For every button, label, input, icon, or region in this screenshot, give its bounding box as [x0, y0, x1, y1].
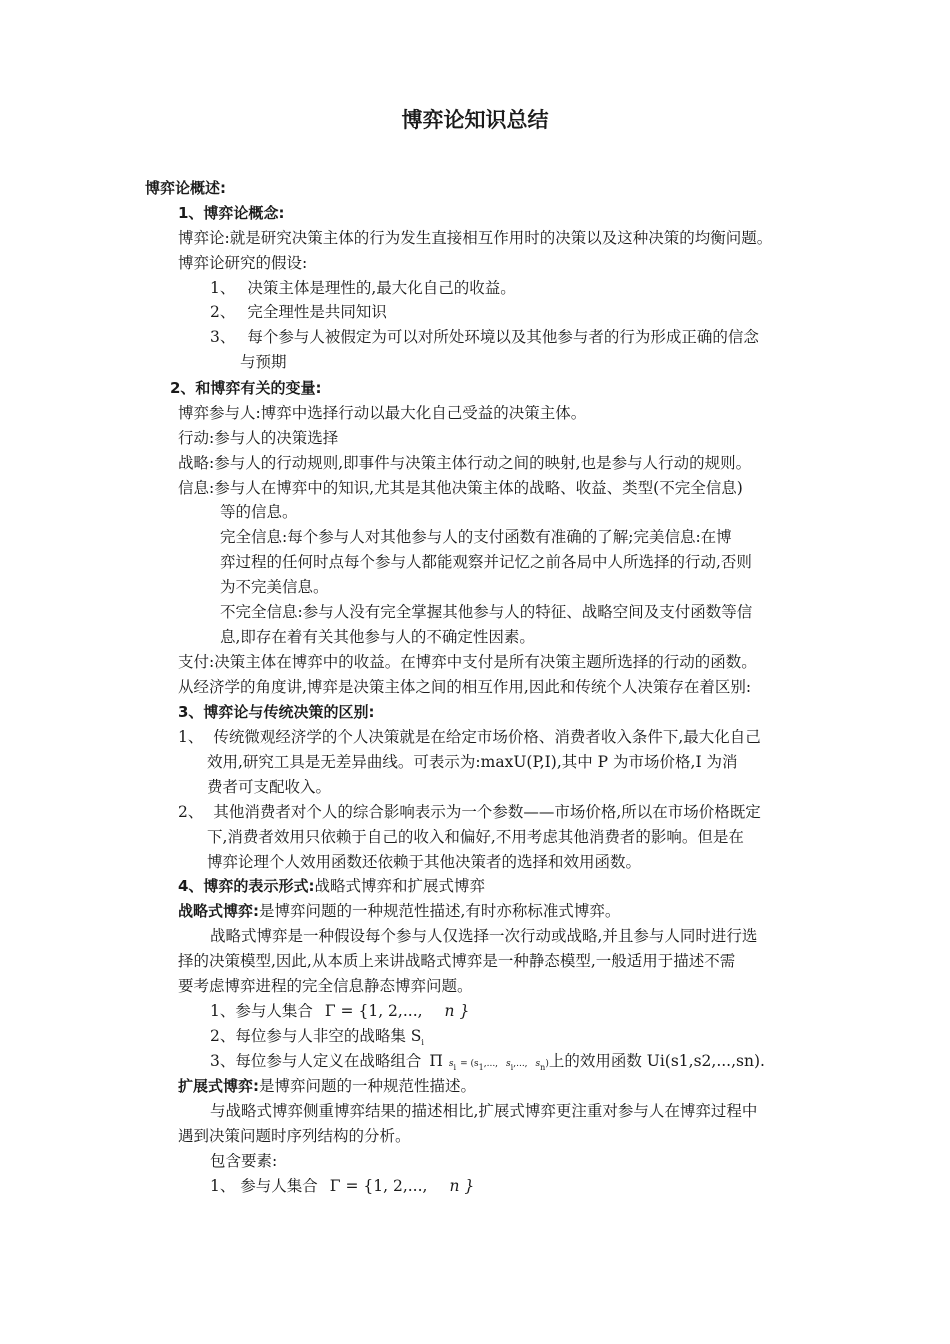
extensive-label: 扩展式博弈: [178, 1077, 259, 1095]
element-label: 2、每位参与人非空的战略集 S [210, 1027, 422, 1045]
strategic-desc: 是博弈问题的一种规范性描述,有时亦称标准式博弈。 [259, 902, 621, 920]
player-set-math: Γ = {1, 2,..., [329, 1177, 428, 1195]
text-line: 效用,研究工具是无差异曲线。可表示为:maxU(P,I),其中 P 为市场价格,I 为消 [207, 753, 738, 771]
element-label: 1、参与人集合 [210, 1002, 313, 1020]
list-item [178, 800, 761, 824]
subscript: n [540, 1063, 546, 1072]
extensive-definition [178, 1074, 476, 1098]
item-number: 2、 [178, 803, 204, 821]
section3-heading: 3、博弈论与传统决策的区别: [178, 703, 375, 721]
profile-math: = (s [460, 1059, 479, 1069]
item-number: 1、 [210, 279, 236, 297]
element-label: 3、每位参与人定义在战略组合 [210, 1052, 422, 1070]
text-line: 支付:决策主体在博弈中的收益。在博弈中支付是所有决策主题所选择的行动的函数。 [178, 653, 757, 671]
assumption-item [210, 276, 516, 300]
item-text: 决策主体是理性的,最大化自己的收益。 [247, 279, 516, 297]
section4-heading [178, 874, 485, 898]
list-item [178, 725, 761, 749]
strategic-label: 战略式博弈: [178, 902, 259, 920]
text-line: 行动:参与人的决策选择 [178, 429, 339, 447]
text-line: 博弈论理个人效用函数还依赖于其他决策者的选择和效用函数。 [207, 853, 642, 871]
item-text: 每个参与人被假定为可以对所处环境以及其他参与者的行为形成正确的信念 [247, 328, 759, 346]
strategic-definition [178, 899, 620, 923]
element-label: 1、 参与人集合 [210, 1177, 318, 1195]
text-line: 遇到决策问题时序列结构的分析。 [178, 1127, 411, 1145]
text-line: 战略:参与人的行动规则,即事件与决策主体行动之间的映射,也是参与人行动的规则。 [178, 454, 752, 472]
text-line: 不完全信息:参与人没有完全掌握其他参与人的特征、战略空间及支付函数等信 [220, 603, 753, 621]
item-text: 完全理性是共同知识 [247, 303, 387, 321]
overview-heading: 博弈论概述: [145, 179, 226, 197]
assumptions-label: 博弈论研究的假设: [178, 254, 308, 272]
element-line [210, 1174, 474, 1198]
text-line: 信息:参与人在博弈中的知识,尤其是其他决策主体的战略、收益、类型(不完全信息) [178, 479, 743, 497]
profile-math: s [535, 1059, 541, 1069]
assumption-item-continuation: 与预期 [240, 353, 287, 371]
text-line: 为不完美信息。 [220, 578, 329, 596]
profile-math: ,..., [483, 1059, 499, 1069]
text-line: 等的信息。 [220, 503, 298, 521]
profile-math: ,..., [513, 1059, 528, 1069]
text-line: 下,消费者效用只依赖于自己的收入和偏好,不用考虑其他消费者的影响。但是在 [207, 828, 744, 846]
profile-math: s [506, 1059, 511, 1069]
player-set-math: Γ = {1, 2,..., [324, 1002, 423, 1020]
subscript: 1 [478, 1063, 484, 1072]
section4-heading-rest: 战略式博弈和扩展式博弈 [314, 877, 485, 895]
section1-heading: 1、博弈论概念: [178, 204, 285, 222]
subscript: i [510, 1063, 514, 1072]
profile-math: ) [545, 1059, 549, 1069]
text-line: 弈过程的任何时点每个参与人都能观察并记忆之前各局中人所选择的行动,否则 [220, 553, 752, 571]
text-line: 博弈参与人:博弈中选择行动以最大化自己受益的决策主体。 [178, 404, 587, 422]
text-line: 择的决策模型,因此,从本质上来讲战略式博弈是一种静态模型,一般适用于描述不需 [178, 952, 736, 970]
section4-heading-bold: 4、博弈的表示形式: [178, 877, 315, 895]
item-text: 传统微观经济学的个人决策就是在给定市场价格、消费者收入条件下,最大化自己 [213, 728, 761, 746]
item-number: 1、 [178, 728, 204, 746]
definition-line: 博弈论:就是研究决策主体的行为发生直接相互作用时的决策以及这种决策的均衡问题。 [178, 229, 773, 247]
text-line: 息,即存在着有关其他参与人的不确定性因素。 [220, 628, 535, 646]
item-text: 其他消费者对个人的综合影响表示为一个参数——市场价格,所以在市场价格既定 [213, 803, 761, 821]
text-line: 战略式博弈是一种假设每个参与人仅选择一次行动或战略,并且参与人同时进行选 [210, 927, 758, 945]
assumption-item [210, 300, 387, 324]
subscript: i [421, 1038, 424, 1047]
page-title: 博弈论知识总结 [401, 108, 549, 132]
assumption-item [210, 325, 759, 349]
text-line: 费者可支配收入。 [207, 778, 332, 796]
item-number: 3、 [210, 328, 236, 346]
element-line [210, 999, 469, 1023]
text-line: 完全信息:每个参与人对其他参与人的支付函数有准确的了解;完美信息:在博 [220, 528, 732, 546]
subscript: i [453, 1063, 457, 1072]
product-symbol: Π [429, 1052, 443, 1070]
player-set-math-end: n } [449, 1177, 475, 1195]
section2-heading: 2、和博弈有关的变量: [170, 379, 322, 397]
text-line: 与战略式博弈侧重博弈结果的描述相比,扩展式博弈更注重对参与人在博弈过程中 [210, 1102, 758, 1120]
extensive-desc: 是博弈问题的一种规范性描述。 [259, 1077, 477, 1095]
text-line: 从经济学的角度讲,博弈是决策主体之间的相互作用,因此和传统个人决策存在着区别: [178, 678, 752, 696]
player-set-math-end: n } [444, 1002, 470, 1020]
profile-math: s [448, 1059, 454, 1069]
text-line: 包含要素: [210, 1152, 278, 1170]
utility-text: 上的效用函数 Ui(s1,s2,...,sn). [548, 1052, 765, 1070]
item-number: 2、 [210, 303, 236, 321]
text-line: 要考虑博弈进程的完全信息静态博弈问题。 [178, 977, 473, 995]
